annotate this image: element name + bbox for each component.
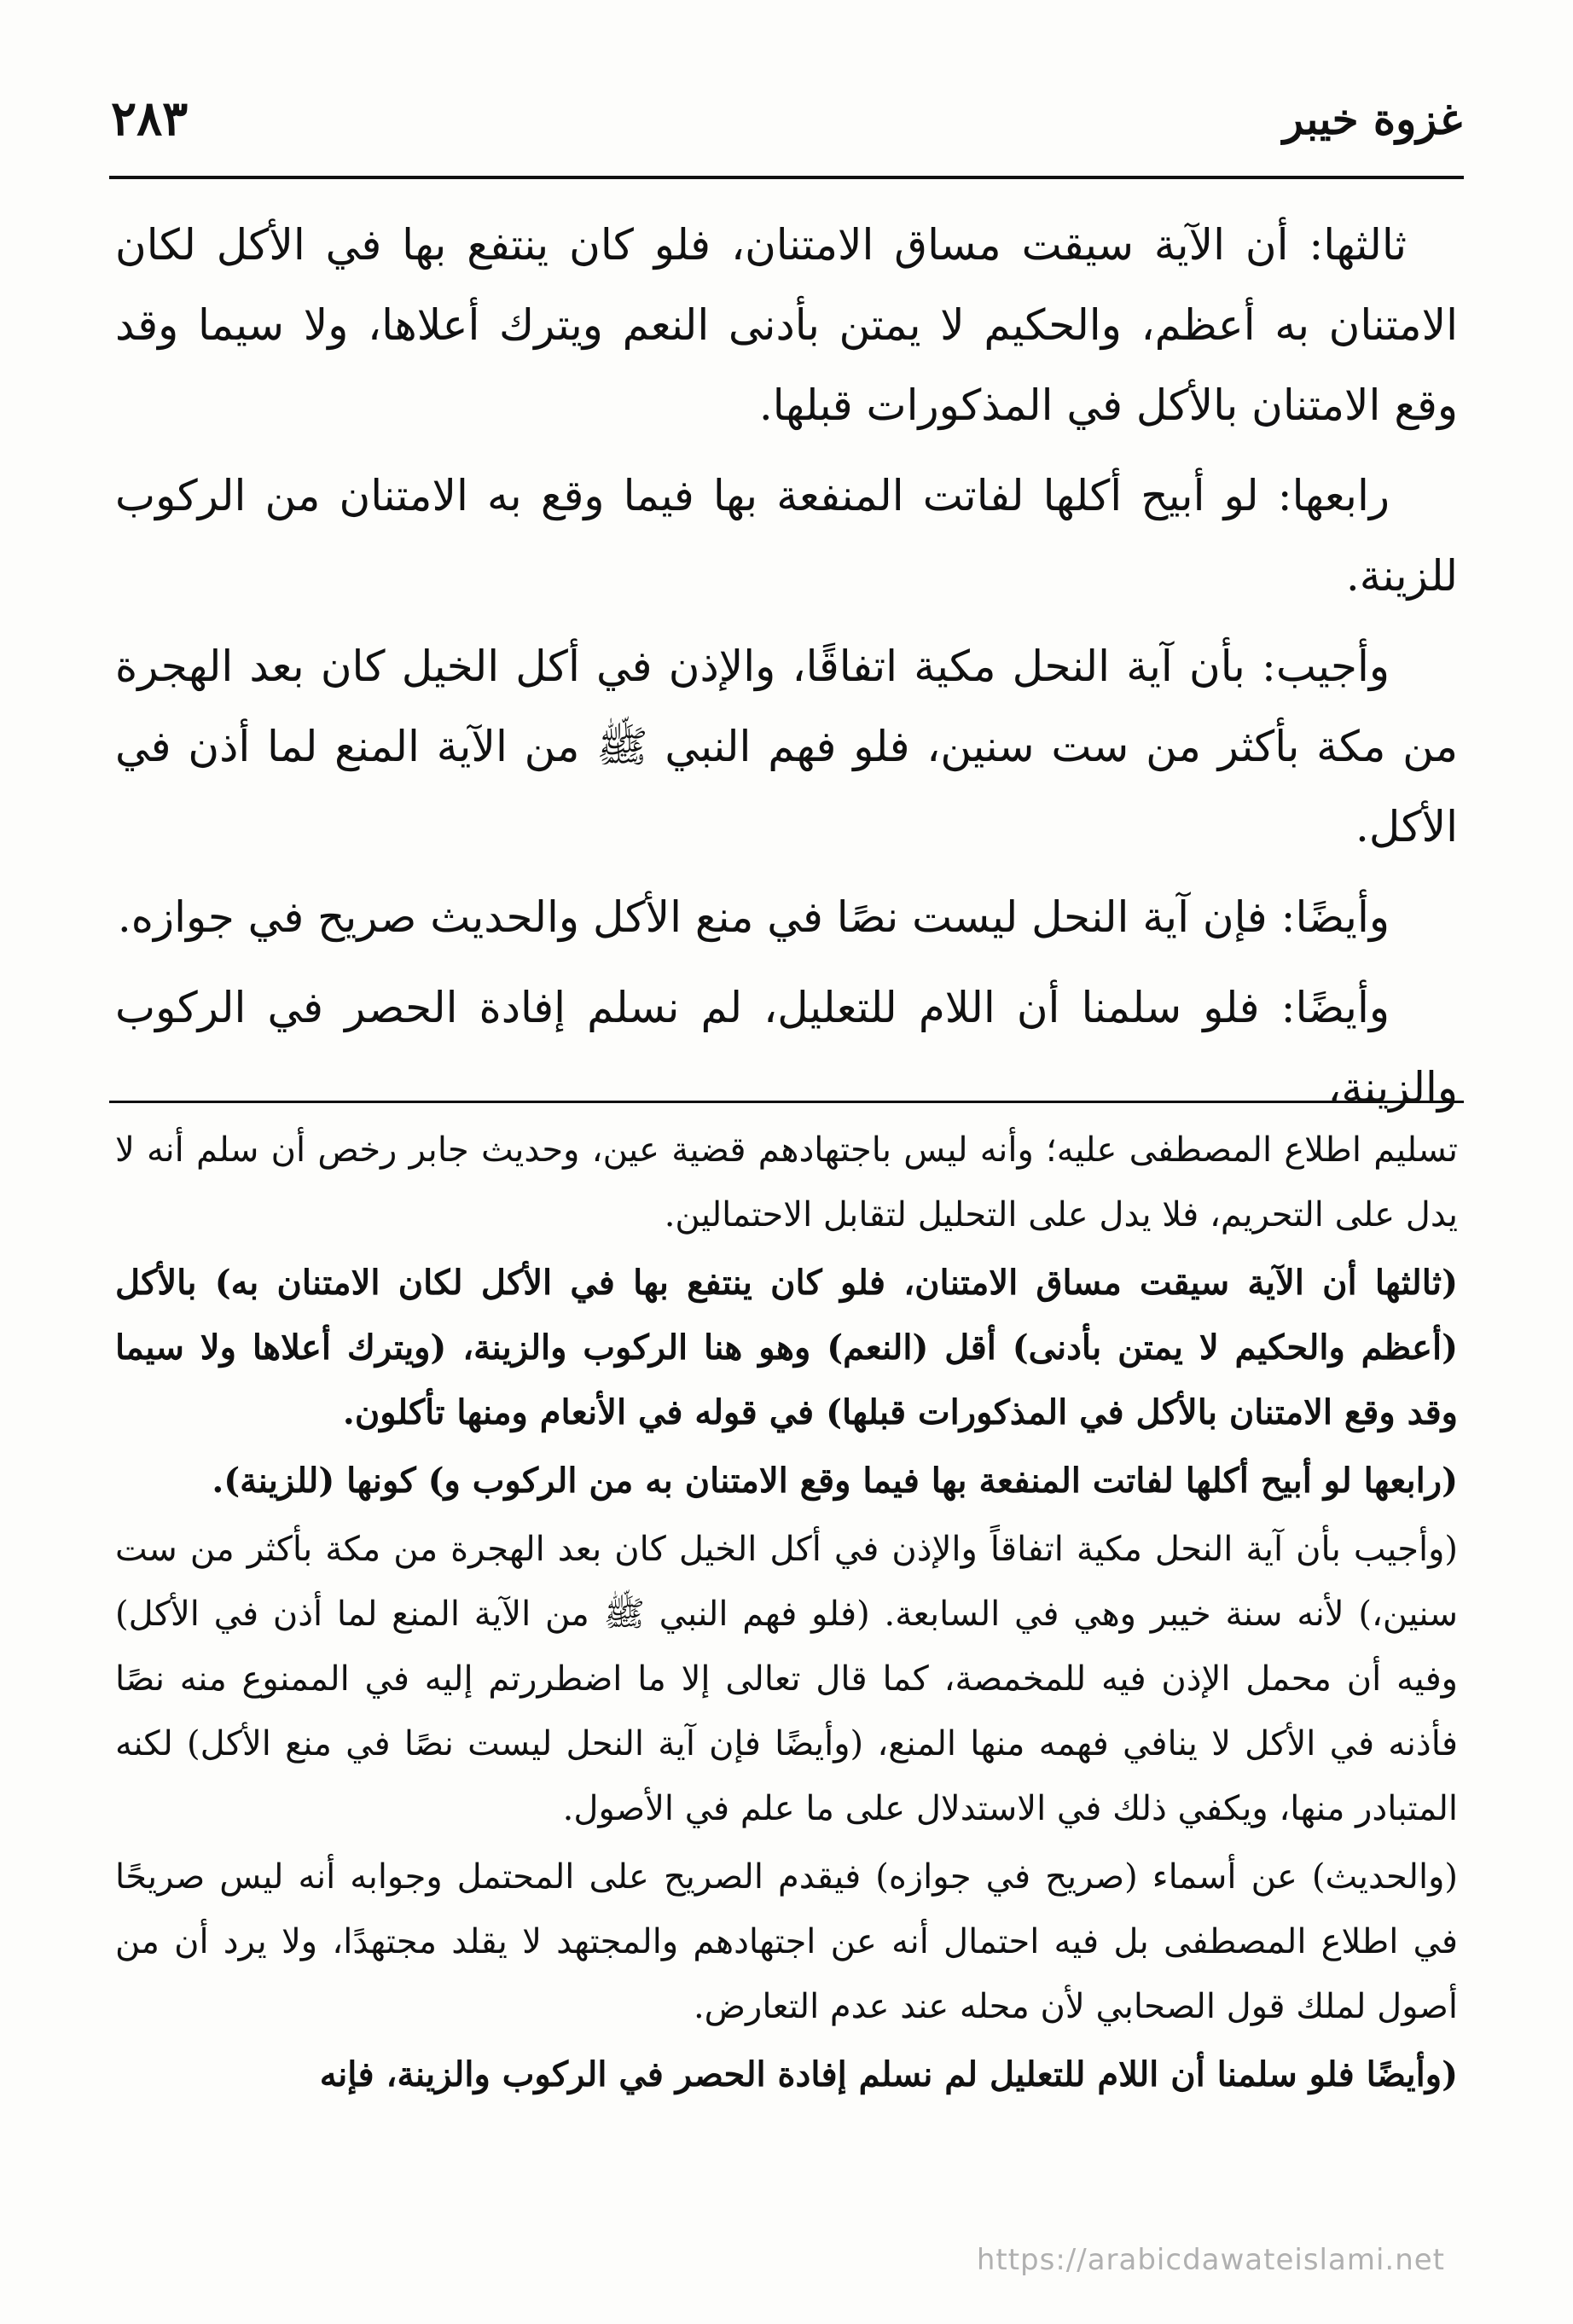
header-rule [109, 176, 1464, 179]
watermark-url: https://arabicdawateislami.net [976, 2243, 1445, 2277]
page-number: ٢٨٣ [111, 90, 189, 147]
commentary-text [115, 1118, 1458, 2111]
commentary-paragraph: (وأيضًا فلو سلمنا أن اللام للتعليل لم نسلم إفادة الحصر في الركوب والزينة، فإنه [319, 2054, 1458, 2095]
commentary-paragraph: تسليم اطلاع المصطفى عليه؛ وأنه ليس باجتهادهم قضية عين، وحديث جابر رخص أن سلم أنه لا يدل على التحريم، فلا يدل على التحليل لتقابل الاحتمالين. [115, 1130, 1458, 1235]
main-paragraph: وأيضًا: فلو سلمنا أن اللام للتعليل، لم نسلم إفادة الحصر في الركوب والزينة، [115, 983, 1458, 1113]
main-text [115, 205, 1458, 1138]
commentary-paragraph: (رابعها لو أبيح أكلها لفاتت المنفعة بها فيما وقع الامتنان به من الركوب و) كونها (للزينة). [212, 1461, 1458, 1501]
main-paragraph: وأجيب: بأن آية النحل مكية اتفاقًا، والإذن في أكل الخيل كان بعد الهجرة من مكة بأكثر من ست سنين، فلو فهم النبي ﷺ من الآية المنع لما أذن في الأكل. [115, 642, 1458, 851]
main-paragraph: رابعها: لو أبيح أكلها لفاتت المنفعة بها فيما وقع به الامتنان من الركوب للزينة. [115, 471, 1458, 601]
page-header [111, 90, 1462, 171]
main-paragraph: وأيضًا: فإن آية النحل ليست نصًا في منع الأكل والحديث صريح في جوازه. [117, 892, 1390, 942]
commentary-paragraph: (والحديث) عن أسماء (صريح في جوازه) فيقدم الصريح على المحتمل وجوابه أنه ليس صريحًا في اطلاع المصطفى بل فيه احتمال أنه عن اجتهادهم والمجتهد لا يقلد مجتهدًا، ولا يرد أن من أصول لملك قول الصحابي لأن محله عند عدم التعارض. [115, 1857, 1458, 2026]
commentary-separator [109, 1101, 1464, 1103]
main-paragraph: ثالثها: أن الآية سيقت مساق الامتنان، فلو كان ينتفع بها في الأكل لكان الامتنان به أعظم، والحكيم لا يمتن بأدنى النعم ويترك أعلاها، ولا سيما وقد وقع الامتنان بالأكل في المذكورات قبلها. [115, 220, 1458, 430]
running-title: غزوة خيبر [1282, 94, 1462, 144]
commentary-paragraph: (وأجيب بأن آية النحل مكية اتفاقاً والإذن في أكل الخيل كان بعد الهجرة من مكة بأكثر من ست سنين،) لأنه سنة خيبر وهي في السابعة. (فلو فهم النبي ﷺ من الآية المنع لما أذن في الأكل) وفيه أن محمل الإذن فيه للمخمصة، كما قال تعالى إلا ما اضطررتم إليه في الممنوع منه نصًا فأذنه في الأكل لا ينافي فهمه منها المنع، (وأيضًا فإن آية النحل ليست نصًا في منع الأكل) لكنه المتبادر منها، ويكفي ذلك في الاستدلال على ما علم في الأصول. [115, 1530, 1459, 1828]
commentary-paragraph: (ثالثها أن الآية سيقت مساق الامتنان، فلو كان ينتفع بها في الأكل لكان الامتنان به) بالأكل (أعظم والحكيم لا يمتن بأدنى) أقل (النعم) وهو هنا الركوب والزينة، (ويترك أعلاها ولا سيما وقد وقع الامتنان بالأكل في المذكورات قبلها) في قوله في الأنعام ومنها تأكلون. [115, 1263, 1458, 1432]
